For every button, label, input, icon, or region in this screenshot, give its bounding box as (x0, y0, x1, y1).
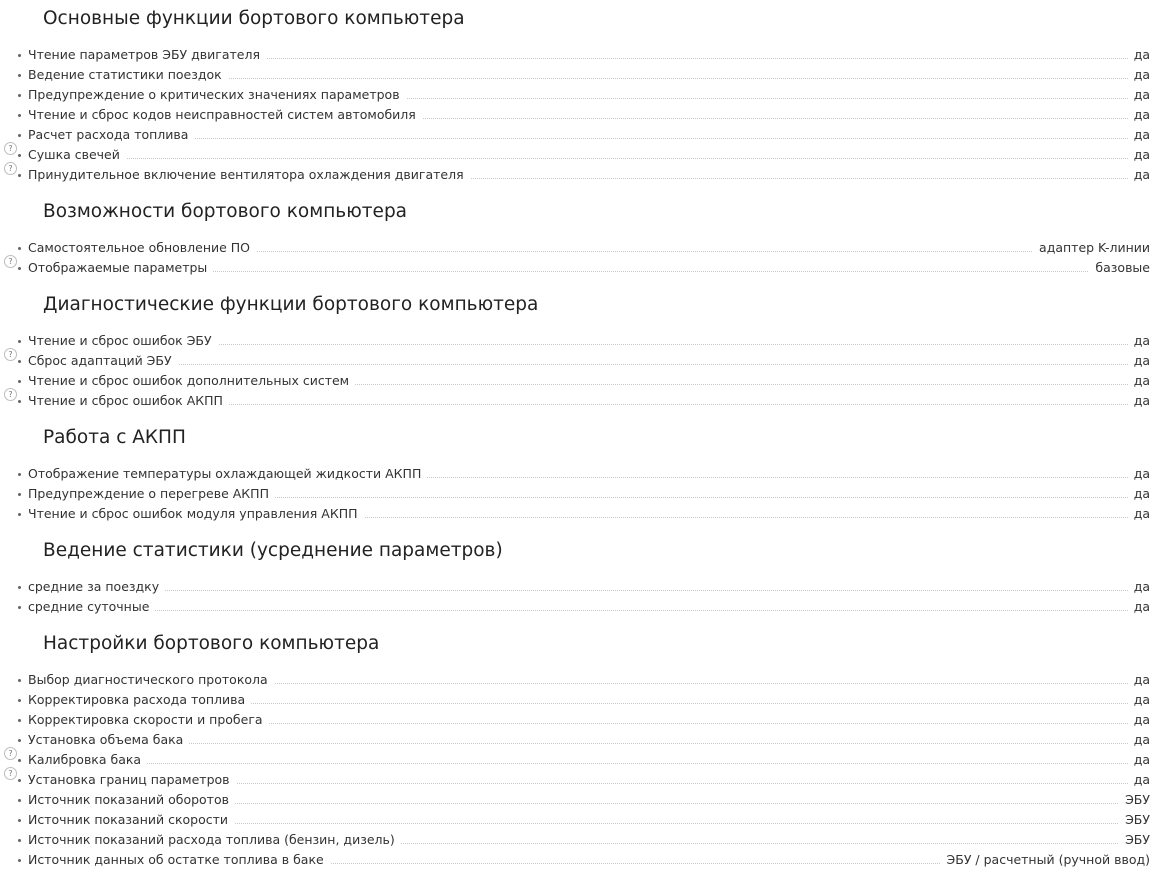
spec-row (0, 145, 1157, 165)
section-title: Ведение статистики (усреднение параметров) (43, 540, 503, 561)
spec-row (0, 464, 1157, 484)
spec-value: да (1128, 464, 1150, 484)
spec-value: да (1128, 105, 1150, 125)
spec-label: Чтение параметров ЭБУ двигателя (24, 45, 266, 65)
spec-label: Корректировка скорости и пробега (24, 710, 269, 730)
help-icon[interactable]: ? (4, 255, 17, 268)
spec-row (0, 371, 1157, 391)
spec-label: Источник показаний расхода топлива (бензин, дизель) (24, 830, 401, 850)
help-icon[interactable]: ? (4, 747, 17, 760)
spec-row (0, 125, 1157, 145)
spec-label: средние за поездку (24, 577, 165, 597)
spec-value: да (1128, 597, 1150, 617)
bullet-icon (18, 74, 21, 77)
bullet-icon (18, 94, 21, 97)
bullet-icon (18, 839, 21, 842)
spec-value: ЭБУ / расчетный (ручной ввод) (941, 850, 1150, 870)
spec-value: да (1128, 165, 1150, 185)
spec-value: да (1128, 371, 1150, 391)
spec-value: да (1128, 125, 1150, 145)
bullet-icon (18, 400, 21, 403)
spec-label: Установка границ параметров (24, 770, 236, 790)
spec-row (0, 810, 1157, 830)
help-icon[interactable]: ? (4, 348, 17, 361)
bullet-icon (18, 360, 21, 363)
bullet-icon (18, 739, 21, 742)
bullet-icon (18, 380, 21, 383)
spec-row (0, 750, 1157, 770)
bullet-icon (18, 114, 21, 117)
spec-label: Отображение температуры охлаждающей жидкости АКПП (24, 464, 427, 484)
spec-value: да (1128, 670, 1150, 690)
spec-label: Калибровка бака (24, 750, 147, 770)
spec-row (0, 85, 1157, 105)
spec-value: да (1128, 504, 1150, 524)
spec-row (0, 165, 1157, 185)
spec-row (0, 670, 1157, 690)
spec-label: Принудительное включение вентилятора охлаждения двигателя (24, 165, 470, 185)
spec-row (0, 238, 1157, 258)
bullet-icon (18, 473, 21, 476)
dotted-leader (28, 743, 1150, 744)
spec-value: да (1128, 577, 1150, 597)
spec-row (0, 258, 1157, 278)
spec-row (0, 830, 1157, 850)
spec-row (0, 770, 1157, 790)
spec-value: ЭБУ (1119, 810, 1150, 830)
spec-value: да (1128, 145, 1150, 165)
spec-label: Чтение и сброс ошибок АКПП (24, 391, 229, 411)
bullet-icon (18, 679, 21, 682)
spec-value: да (1128, 45, 1150, 65)
bullet-icon (18, 54, 21, 57)
spec-row (0, 65, 1157, 85)
spec-value: да (1128, 750, 1150, 770)
spec-label: Самостоятельное обновление ПО (24, 238, 256, 258)
help-icon[interactable]: ? (4, 142, 17, 155)
dotted-leader (28, 138, 1150, 139)
spec-row (0, 577, 1157, 597)
spec-row (0, 504, 1157, 524)
spec-label: Сброс адаптаций ЭБУ (24, 351, 178, 371)
section-title: Основные функции бортового компьютера (43, 8, 465, 29)
spec-value: да (1128, 331, 1150, 351)
bullet-icon (18, 513, 21, 516)
spec-label: Чтение и сброс кодов неисправностей систем автомобиля (24, 105, 422, 125)
spec-value: да (1128, 85, 1150, 105)
bullet-icon (18, 174, 21, 177)
spec-label: Установка объема бака (24, 730, 189, 750)
spec-value: ЭБУ (1119, 790, 1150, 810)
help-icon[interactable]: ? (4, 388, 17, 401)
spec-label: Выбор диагностического протокола (24, 670, 274, 690)
spec-row (0, 710, 1157, 730)
spec-value: да (1128, 391, 1150, 411)
section-title: Возможности бортового компьютера (43, 201, 408, 222)
spec-row (0, 790, 1157, 810)
bullet-icon (18, 859, 21, 862)
spec-row (0, 597, 1157, 617)
bullet-icon (18, 267, 21, 270)
bullet-icon (18, 819, 21, 822)
spec-value: да (1128, 484, 1150, 504)
spec-label: Источник показаний скорости (24, 810, 234, 830)
spec-row (0, 351, 1157, 371)
spec-value: да (1128, 710, 1150, 730)
spec-value: да (1128, 690, 1150, 710)
bullet-icon (18, 779, 21, 782)
spec-label: Источник показаний оборотов (24, 790, 235, 810)
spec-label: Чтение и сброс ошибок модуля управления АКПП (24, 504, 364, 524)
spec-label: Сушка свечей (24, 145, 126, 165)
dotted-leader (28, 158, 1150, 159)
dotted-leader (28, 364, 1150, 365)
bullet-icon (18, 719, 21, 722)
spec-row (0, 730, 1157, 750)
bullet-icon (18, 134, 21, 137)
spec-row (0, 391, 1157, 411)
spec-label: Предупреждение о критических значениях параметров (24, 85, 406, 105)
bullet-icon (18, 340, 21, 343)
spec-label: Корректировка расхода топлива (24, 690, 251, 710)
bullet-icon (18, 493, 21, 496)
spec-label: Отображаемые параметры (24, 258, 213, 278)
bullet-icon (18, 759, 21, 762)
spec-value: базовые (1089, 258, 1150, 278)
bullet-icon (18, 606, 21, 609)
bullet-icon (18, 799, 21, 802)
spec-label: Предупреждение о перегреве АКПП (24, 484, 275, 504)
spec-label: Чтение и сброс ошибок ЭБУ (24, 331, 218, 351)
spec-value: адаптер K-линии (1033, 238, 1150, 258)
spec-row (0, 45, 1157, 65)
help-icon[interactable]: ? (4, 767, 17, 780)
spec-row (0, 331, 1157, 351)
bullet-icon (18, 586, 21, 589)
section-title: Работа с АКПП (43, 427, 186, 448)
spec-label: Расчет расхода топлива (24, 125, 194, 145)
spec-label: Ведение статистики поездок (24, 65, 228, 85)
dotted-leader (28, 610, 1150, 611)
spec-value: ЭБУ (1119, 830, 1150, 850)
spec-row (0, 105, 1157, 125)
dotted-leader (28, 590, 1150, 591)
spec-row (0, 850, 1157, 870)
spec-row (0, 690, 1157, 710)
spec-label: средние суточные (24, 597, 155, 617)
help-icon[interactable]: ? (4, 162, 17, 175)
spec-label: Чтение и сброс ошибок дополнительных систем (24, 371, 355, 391)
spec-value: да (1128, 65, 1150, 85)
spec-row (0, 484, 1157, 504)
spec-label: Источник данных об остатке топлива в баке (24, 850, 330, 870)
spec-value: да (1128, 730, 1150, 750)
section-title: Настройки бортового компьютера (43, 633, 380, 654)
bullet-icon (18, 247, 21, 250)
spec-value: да (1128, 351, 1150, 371)
bullet-icon (18, 699, 21, 702)
bullet-icon (18, 154, 21, 157)
dotted-leader (28, 763, 1150, 764)
section-title: Диагностические функции бортового компьютера (43, 294, 539, 315)
spec-value: да (1128, 770, 1150, 790)
